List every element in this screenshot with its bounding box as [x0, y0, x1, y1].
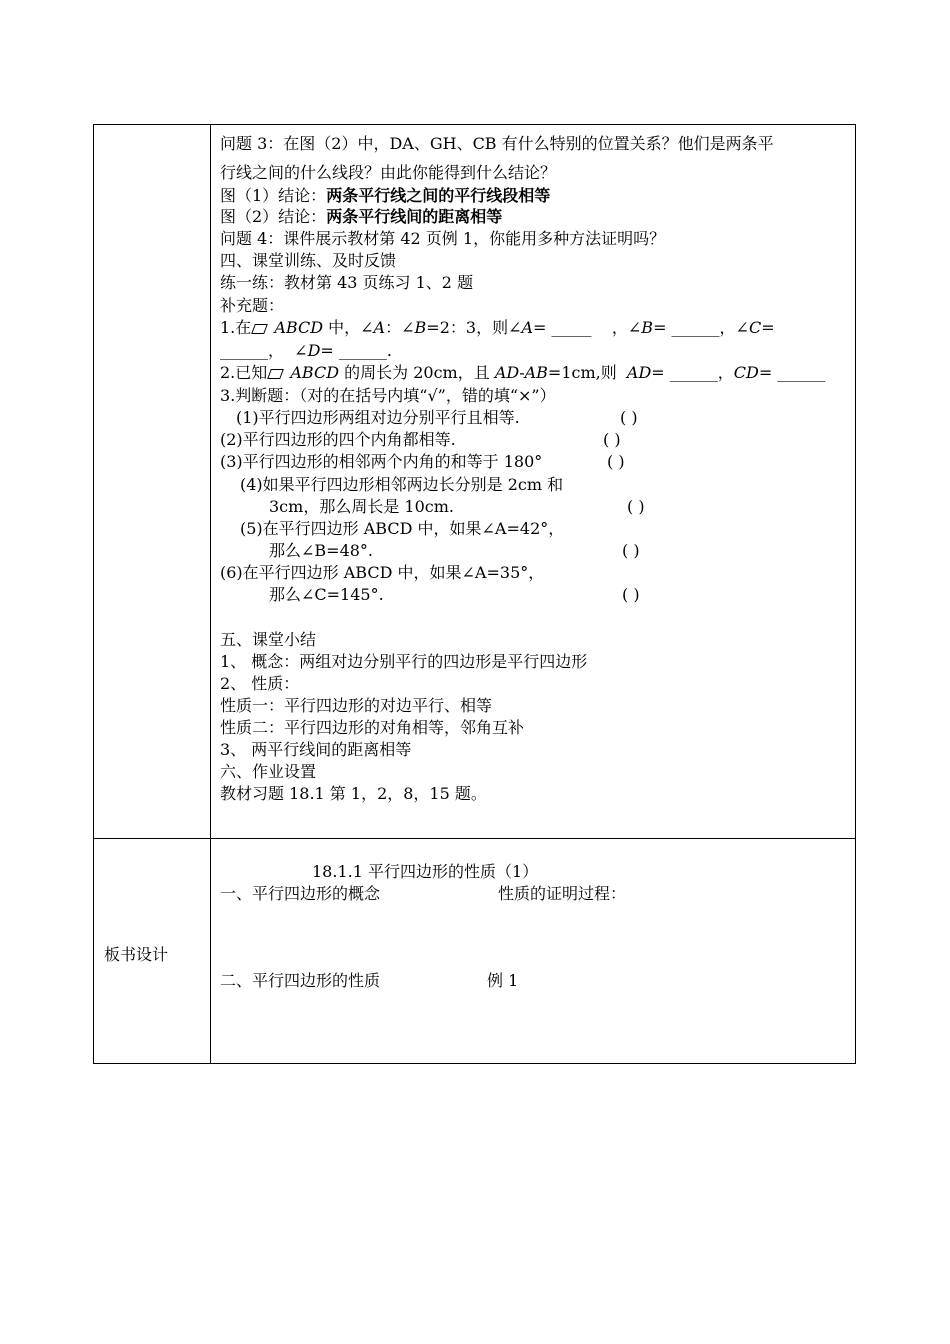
board-item-2: 二、平行四边形的性质 — [220, 971, 381, 990]
exercise-1-line-2 — [220, 341, 392, 361]
exercise-1-line-1 — [220, 318, 775, 338]
answer-blank: ( ) — [603, 430, 621, 449]
figure-2-prefix: 图（2）结论： — [220, 207, 327, 226]
section-4-heading: 四、课堂训练、及时反馈 — [220, 251, 397, 270]
ex1-var: B — [641, 318, 654, 337]
judgment-6-line-1: (6)在平行四边形 ABCD 中，如果∠A=35°， — [220, 563, 545, 582]
answer-blank: ( ) — [607, 452, 625, 471]
section-6-heading: 六、作业设置 — [220, 762, 317, 781]
figure-1-prefix: 图（1）结论： — [220, 186, 327, 205]
ex1-text: 1.在 — [220, 318, 252, 337]
board-item-1: 一、平行四边形的概念 — [220, 884, 381, 903]
row-divider — [93, 838, 856, 839]
section-5-heading: 五、课堂小结 — [220, 630, 317, 649]
ex1-var: B — [414, 318, 427, 337]
figure-1-conclusion — [220, 186, 550, 206]
ex1-var: A — [373, 318, 386, 337]
ex2-text: - — [519, 363, 525, 382]
summary-3: 性质一：平行四边形的对边平行、相等 — [220, 696, 493, 715]
ex2-text: = ______ — [758, 363, 826, 382]
judgment-5-line-2: 那么∠B=48°. — [269, 541, 374, 560]
ex1-var: D — [307, 341, 321, 360]
summary-4: 性质二：平行四边形的对角相等，邻角互补 — [220, 718, 525, 737]
ex1-text: = — [761, 318, 775, 337]
answer-blank: ( ) — [622, 541, 640, 560]
summary-2: 2、 性质： — [220, 674, 300, 693]
ex2-var: AB — [524, 363, 548, 382]
board-proof: 性质的证明过程： — [498, 884, 627, 903]
supplement-heading: 补充题： — [220, 296, 285, 315]
judgment-1: (1)平行四边形两组对边分别平行且相等. — [236, 408, 520, 427]
summary-1: 1、 概念：两组对边分别平行的四边形是平行四边形 — [220, 652, 588, 671]
homework-line: 教材习题 18.1 第 1，2，8，15 题。 — [220, 784, 487, 803]
ex1-var: ABCD — [269, 318, 324, 337]
ex2-var: CD — [733, 363, 759, 382]
practice-line: 练一练：教材第 43 页练习 1、2 题 — [220, 273, 474, 292]
judgment-3: (3)平行四边形的相邻两个内角的和等于 180° — [220, 452, 543, 471]
board-design-label: 板书设计 — [104, 945, 169, 964]
judgment-2: (2)平行四边形的四个内角都相等. — [220, 430, 456, 449]
question-4: 问题 4：课件展示教材第 42 页例 1，你能用多种方法证明吗？ — [220, 229, 666, 248]
judgment-4-line-2: 3cm，那么周长是 10cm. — [269, 497, 454, 516]
figure-1-conclusion-text: 两条平行线之间的平行线段相等 — [326, 186, 551, 205]
ex1-var: A — [521, 318, 534, 337]
board-title: 18.1.1 平行四边形的性质（1） — [312, 862, 539, 881]
ex2-text: =1cm,则 — [547, 363, 627, 382]
figure-2-conclusion — [220, 207, 502, 227]
question-3-line-2: 行线之间的什么线段？由此你能得到什么结论？ — [220, 163, 557, 182]
ex1-text: ：∠ — [385, 318, 415, 337]
parallelogram-icon — [267, 369, 284, 379]
judgment-5-line-1: (5)在平行四边形 ABCD 中，如果∠A=42°， — [240, 519, 565, 538]
ex2-text: = ______， — [651, 363, 734, 382]
judgment-6-line-2: 那么∠C=145°. — [269, 585, 384, 604]
ex1-text: =2：3，则∠ — [426, 318, 522, 337]
judgment-4-line-1: (4)如果平行四边形相邻两边长分别是 2cm 和 — [240, 475, 564, 494]
ex1-text: = ______，∠ — [653, 318, 749, 337]
ex2-var: AD — [494, 363, 520, 382]
answer-blank: ( ) — [620, 408, 638, 427]
board-example: 例 1 — [487, 971, 519, 990]
answer-blank: ( ) — [622, 585, 640, 604]
answer-blank: ( ) — [627, 497, 645, 516]
ex2-var: AD — [626, 363, 652, 382]
question-3-line-1: 问题 3：在图（2）中，DA、GH、CB 有什么特别的位置关系？他们是两条平 — [220, 134, 774, 153]
parallelogram-icon — [251, 324, 268, 334]
summary-5: 3、 两平行线间的距离相等 — [220, 740, 412, 759]
ex2-text: 的周长为 20cm，且 — [339, 363, 495, 382]
ex1-text: = ______. — [320, 341, 392, 360]
ex2-text: 2.已知 — [220, 363, 268, 382]
ex1-text: 中，∠ — [323, 318, 374, 337]
ex2-var: ABCD — [285, 363, 340, 382]
exercise-3-heading: 3.判断题：（对的在括号内填“√”，错的填“×”） — [220, 386, 556, 405]
ex1-text: ______， ∠ — [220, 341, 308, 360]
exercise-2 — [220, 363, 825, 383]
lesson-table — [93, 124, 856, 1064]
ex1-var: C — [748, 318, 762, 337]
column-divider — [210, 124, 211, 1064]
figure-2-conclusion-text: 两条平行线间的距离相等 — [326, 207, 503, 226]
ex1-text: = _____ ，∠ — [533, 318, 642, 337]
